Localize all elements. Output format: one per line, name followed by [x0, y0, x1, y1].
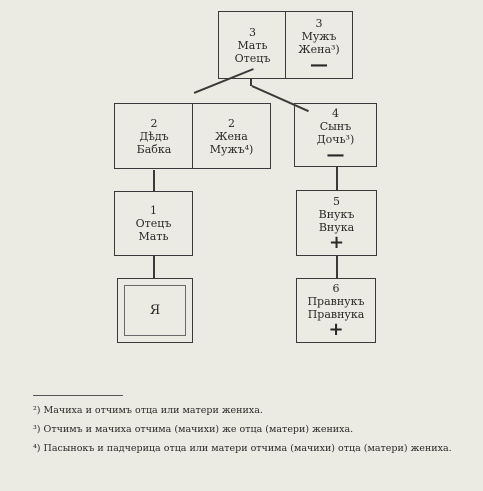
box-grandson-num: 5 [333, 194, 340, 208]
footnote-4: ⁴) Пасынокъ и падчерица отца или матери отчима (мачихи) отца (матери) жениха. [33, 443, 452, 454]
box-grandson-mark: + [328, 231, 345, 253]
box-grand-right-line1: Жена [215, 129, 248, 143]
box-grand-left-line1: Дѣдъ [139, 129, 169, 143]
box-top-left-line1: Мать [237, 38, 268, 52]
box-top-left-num: 3 [249, 25, 256, 39]
box-son-line2: Дочь³) [316, 132, 355, 146]
box-son-mark: — [326, 143, 345, 165]
box-greatgrandson-mark: + [328, 319, 344, 340]
box-parent-line2: Мать [138, 230, 169, 243]
box-top-left-cell [219, 12, 286, 78]
footnote-3: ³) Отчимъ и мачиха отчима (мачихи) же отца (матери) жениха. [33, 424, 354, 435]
box-top-right-line1: Мужъ [301, 29, 337, 43]
box-grandson [296, 190, 377, 256]
box-grand-left-cell [115, 104, 193, 168]
box-grand-right-cell [193, 104, 270, 168]
box-son-line1: Сынъ [319, 119, 352, 133]
box-grand-right-line2: Мужъ⁴) [209, 142, 254, 156]
box-grandson-line2: Внука [318, 220, 355, 234]
box-parent-num: 1 [150, 204, 157, 217]
box-top-left-line2: Отецъ [234, 51, 271, 65]
box-top-generation [218, 11, 353, 79]
box-son-num: 4 [332, 106, 339, 120]
connector-left-1 [153, 170, 155, 191]
box-grand-left-num: 2 [150, 116, 158, 130]
box-greatgrandson-line2: Правнука [307, 308, 365, 321]
box-greatgrandson-line1: Правнукъ [307, 295, 365, 308]
box-grandparents [114, 103, 271, 169]
box-greatgrandson-num: 6 [332, 282, 340, 295]
footnote-2: ²) Мачиха и отчимъ отца или матери жениха. [33, 405, 263, 416]
box-top-right-num: 3 [315, 16, 323, 30]
box-top-right-mark: — [310, 53, 328, 75]
box-son [294, 103, 377, 167]
box-grand-right-num: 2 [228, 116, 235, 130]
box-ego [117, 278, 193, 343]
connector-right-2 [336, 256, 338, 278]
box-grand-left-line2: Бабка [136, 142, 172, 156]
footnote-separator [33, 395, 123, 396]
box-top-right-cell [286, 12, 352, 78]
connector-right-1 [336, 167, 338, 190]
box-parent [114, 191, 193, 256]
box-ego-label: Я [149, 303, 161, 318]
box-ego-inner [124, 285, 186, 336]
connector-left-2 [153, 256, 155, 278]
box-greatgrandson [296, 278, 376, 343]
box-grandson-line1: Внукъ [318, 207, 355, 221]
box-parent-line1: Отецъ [135, 217, 172, 230]
box-top-right-line2: Жена³) [298, 42, 340, 56]
